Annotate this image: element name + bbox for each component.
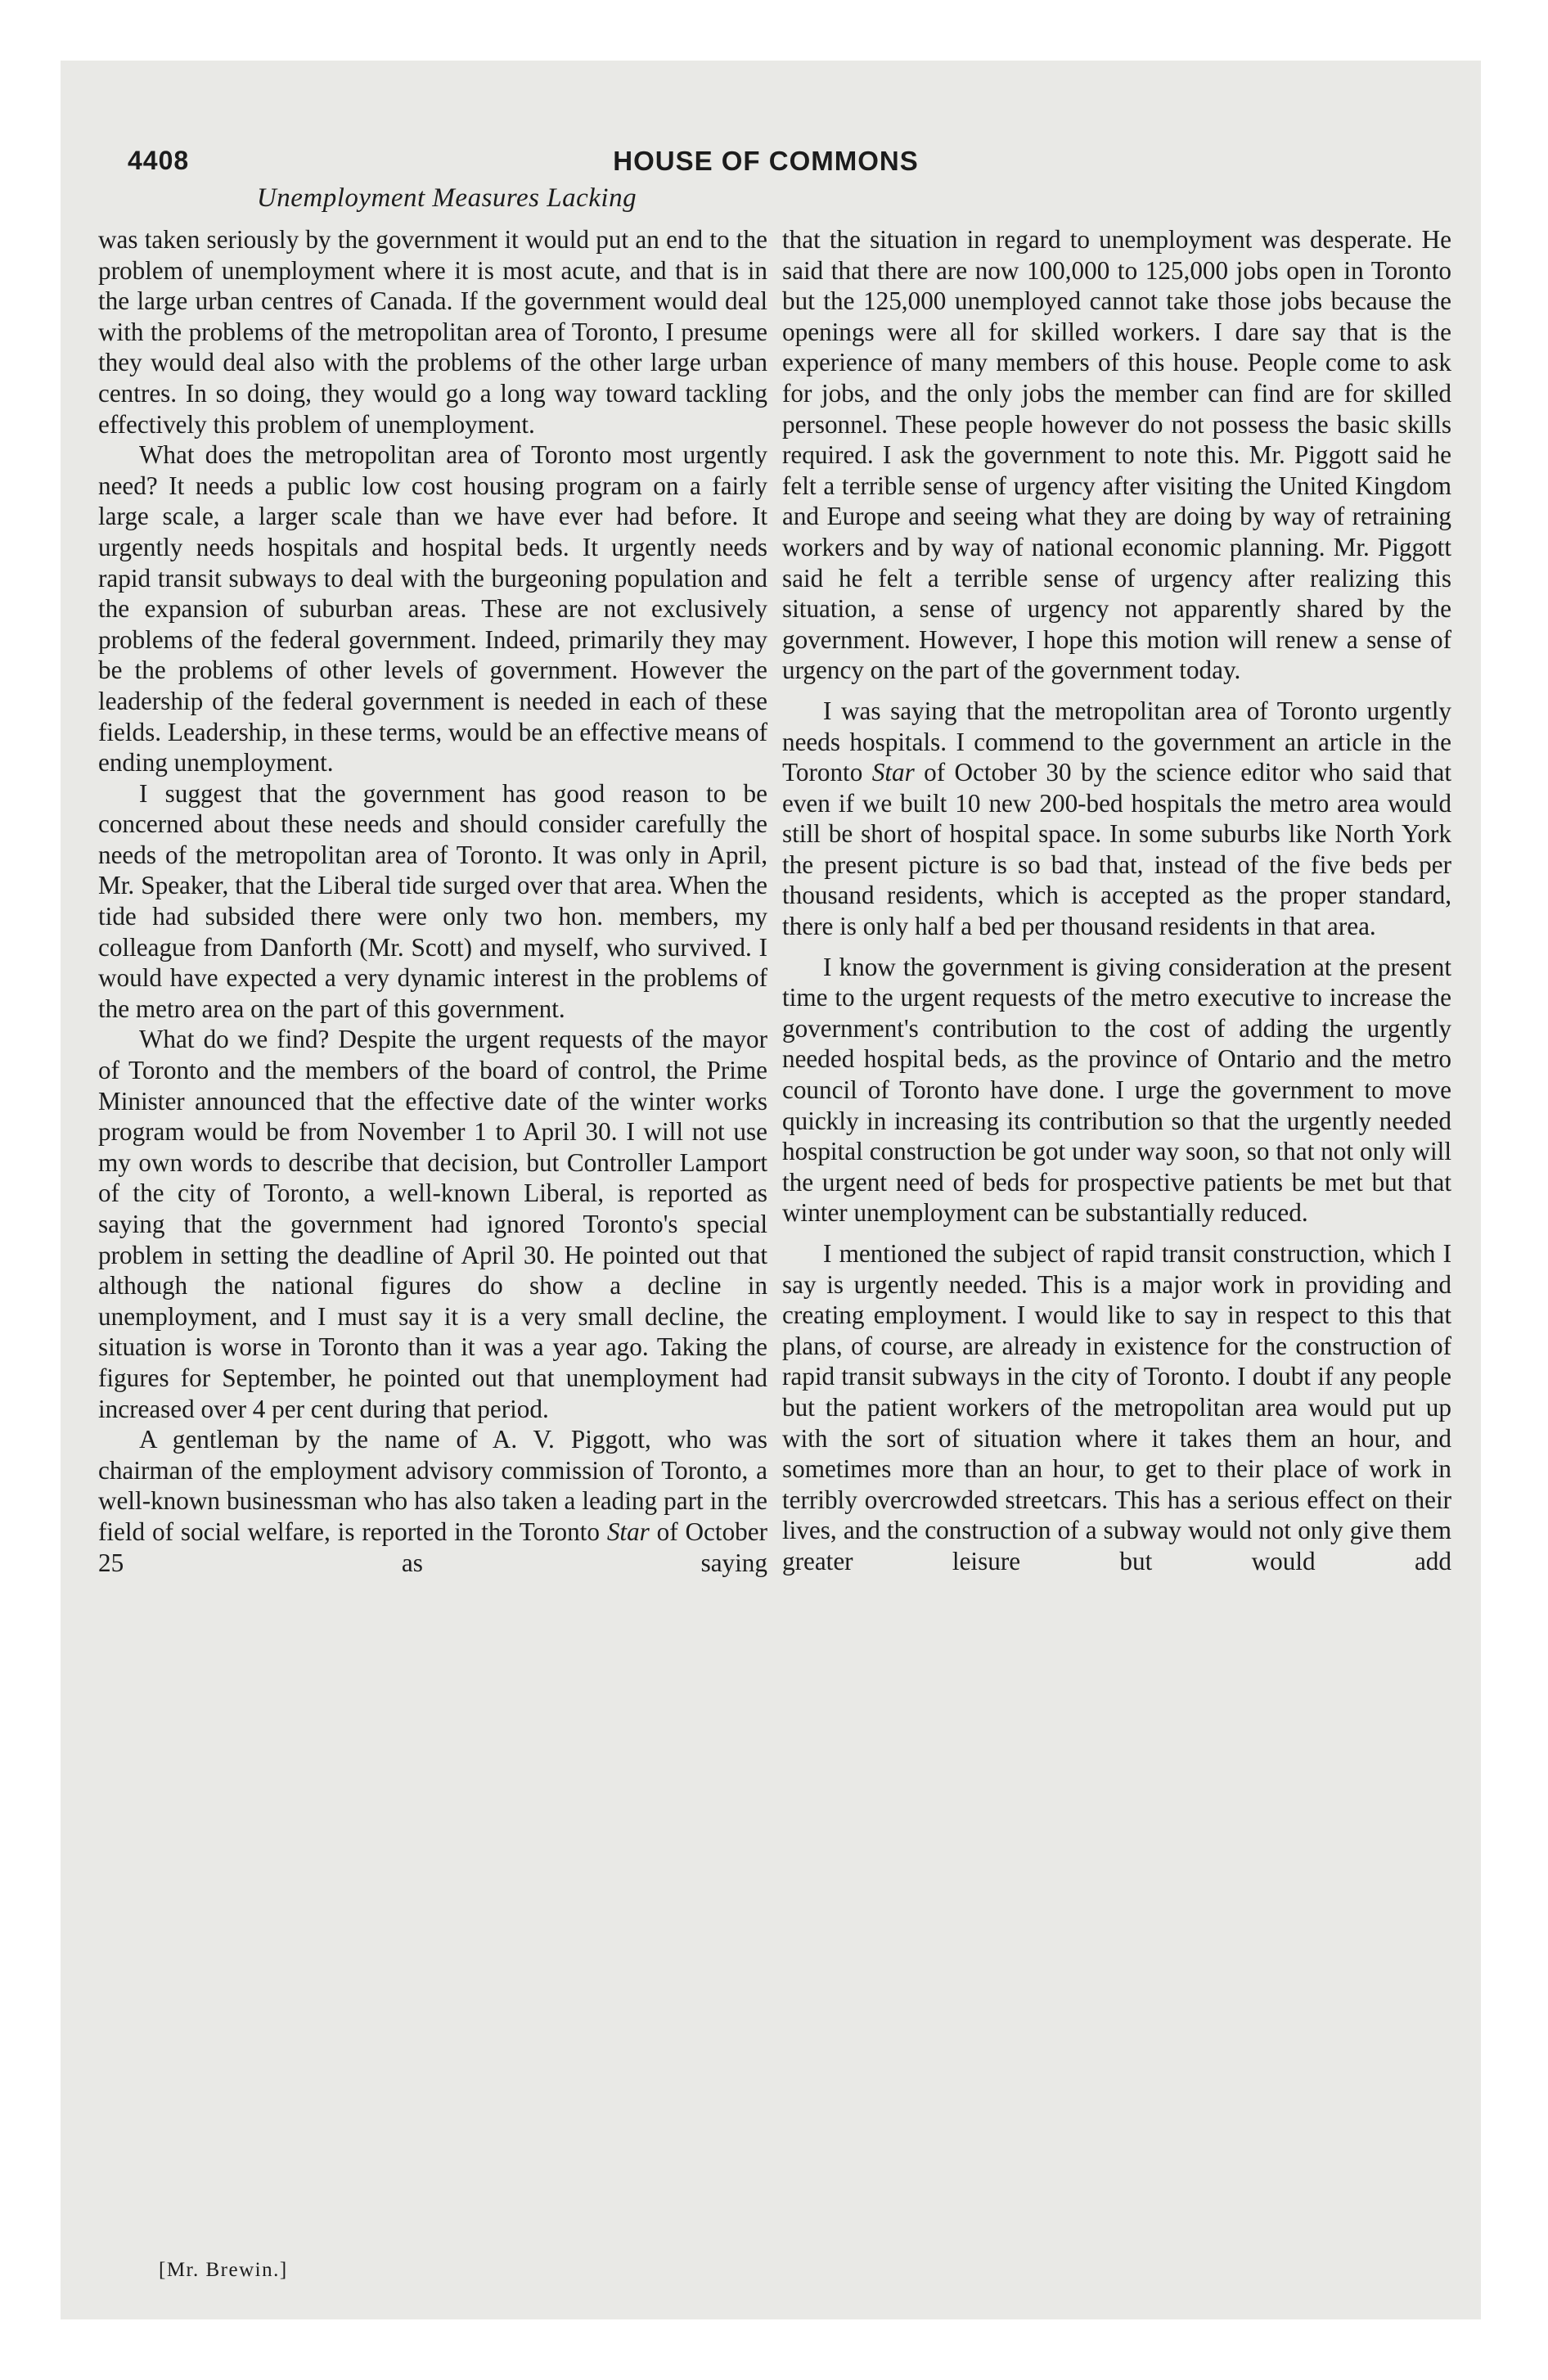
paragraph: was taken seriously by the government it would put an end to the problem of unemployment where it is most acute, and that is in the large urban centres of Canada. If the government would deal with the problems of the metropolitan area of Toronto, I presume they would deal also with the problems of the other large urban centres. In so doing, they would go a long way toward tackling effectively this problem of unemployment. <box>98 225 767 439</box>
newspaper-name: Star <box>606 1517 650 1546</box>
running-title: HOUSE OF COMMONS <box>613 146 919 176</box>
page-header <box>128 146 1404 183</box>
paragraph: I know the government is giving consideration at the present time to the urgent requests of the metro executive to increase the government's contribution to the cost of adding the urgently needed hospital beds, as the province of Ontario and the metro council of Toronto have done. I urge the government to move quickly in increasing its contribution so that the urgently needed hospital construction be got under way soon, so that not only will the urgent need of beds for prospective patients be met but that winter unemployment can be substantially reduced. <box>782 952 1451 1228</box>
right-column <box>782 224 1451 1577</box>
paragraph: I mentioned the subject of rapid transit construction, which I say is urgently needed. This is a major work in providing and creating employment. I would like to say in respect to this that plans, of course, are already in existence for the construction of rapid transit subways in the city of Toronto. I doubt if any people but the patient workers of the metropolitan area would put up with the sort of situation where it takes them an hour, and sometimes more than an hour, to get to their place of work in terribly overcrowded streetcars. This has a serious effect on their lives, and the construction of a subway would not only give them greater leisure but would add <box>782 1239 1451 1575</box>
paragraph: I was saying that the metropolitan area of Toronto urgently needs hospitals. I commend to the government an article in the Toronto Star of October 30 by the science editor who said that even if we built 10 new 200-bed hospitals the metro area would still be short of hospital space. In some suburbs like North York the present picture is so bad that, instead of the five beds per thousand residents, which is accepted as the proper standard, there is only half a bed per thousand residents in that area. <box>782 696 1451 941</box>
paragraph: that the situation in regard to unemployment was desperate. He said that there are now 100,000 to 125,000 jobs open in Toronto but the 125,000 unemployed cannot take those jobs because the openings were all for skilled workers. I dare say that is the experience of many members of this house. People come to ask for jobs, and the only jobs the member can find are for skilled personnel. These people however do not possess the basic skills required. I ask the government to note this. Mr. Piggott said he felt a terrible sense of urgency after visiting the United Kingdom and Europe and seeing what they are doing by way of retraining workers and by way of national economic planning. Mr. Piggott said he felt a terrible sense of urgency after realizing this situation, a sense of urgency not apparently shared by the government. However, I hope this motion will renew a sense of urgency on the part of the government today. <box>782 225 1451 685</box>
subject-heading: Unemployment Measures Lacking <box>256 183 637 213</box>
paragraph: What does the metropolitan area of Toronto most urgently need? It needs a public low cost housing program on a fairly large scale, a larger scale than we have ever had before. It urgently needs hospitals and hospital beds. It urgently needs rapid transit subways to deal with the burgeoning population and the expansion of suburban areas. These are not exclusively problems of the federal government. Indeed, primarily they may be the problems of other levels of government. However the leadership of the federal government is needed in each of these fields. Leadership, in these terms, would be an effective means of ending unemployment. <box>98 440 767 778</box>
paragraph: What do we find? Despite the urgent requests of the mayor of Toronto and the members of the board of control, the Prime Minister announced that the effective date of the winter works program would be from November 1 to April 30. I will not use my own words to describe that decision, but Controller Lamport of the city of Toronto, a well-known Liberal, is reported as saying that the government had ignored Toronto's special problem in setting the deadline of April 30. He pointed out that although the national figures do show a decline in unemployment, and I must say it is a very small decline, the situation is worse in Toronto than it was a year ago. Taking the figures for September, he pointed out that unemployment had increased over 4 per cent during that period. <box>98 1025 767 1423</box>
left-column <box>98 224 767 1578</box>
paragraph: A gentleman by the name of A. V. Piggott, who was chairman of the employment advisory commission of Toronto, a well-known businessman who has also taken a leading part in the field of social welfare, is reported in the Toronto Star of October 25 as saying <box>98 1425 767 1577</box>
page-scan <box>61 61 1481 2319</box>
paragraph: I suggest that the government has good reason to be concerned about these needs and should consider carefully the needs of the metropolitan area of Toronto. It was only in April, Mr. Speaker, that the Liberal tide surged over that area. When the tide had subsided there were only two hon. members, my colleague from Danforth (Mr. Scott) and myself, who survived. I would have expected a very dynamic interest in the problems of the metro area on the part of this government. <box>98 778 767 1023</box>
page-number: 4408 <box>128 146 190 175</box>
newspaper-name: Star <box>871 758 915 787</box>
speaker-attribution: [Mr. Brewin.] <box>159 2259 288 2281</box>
